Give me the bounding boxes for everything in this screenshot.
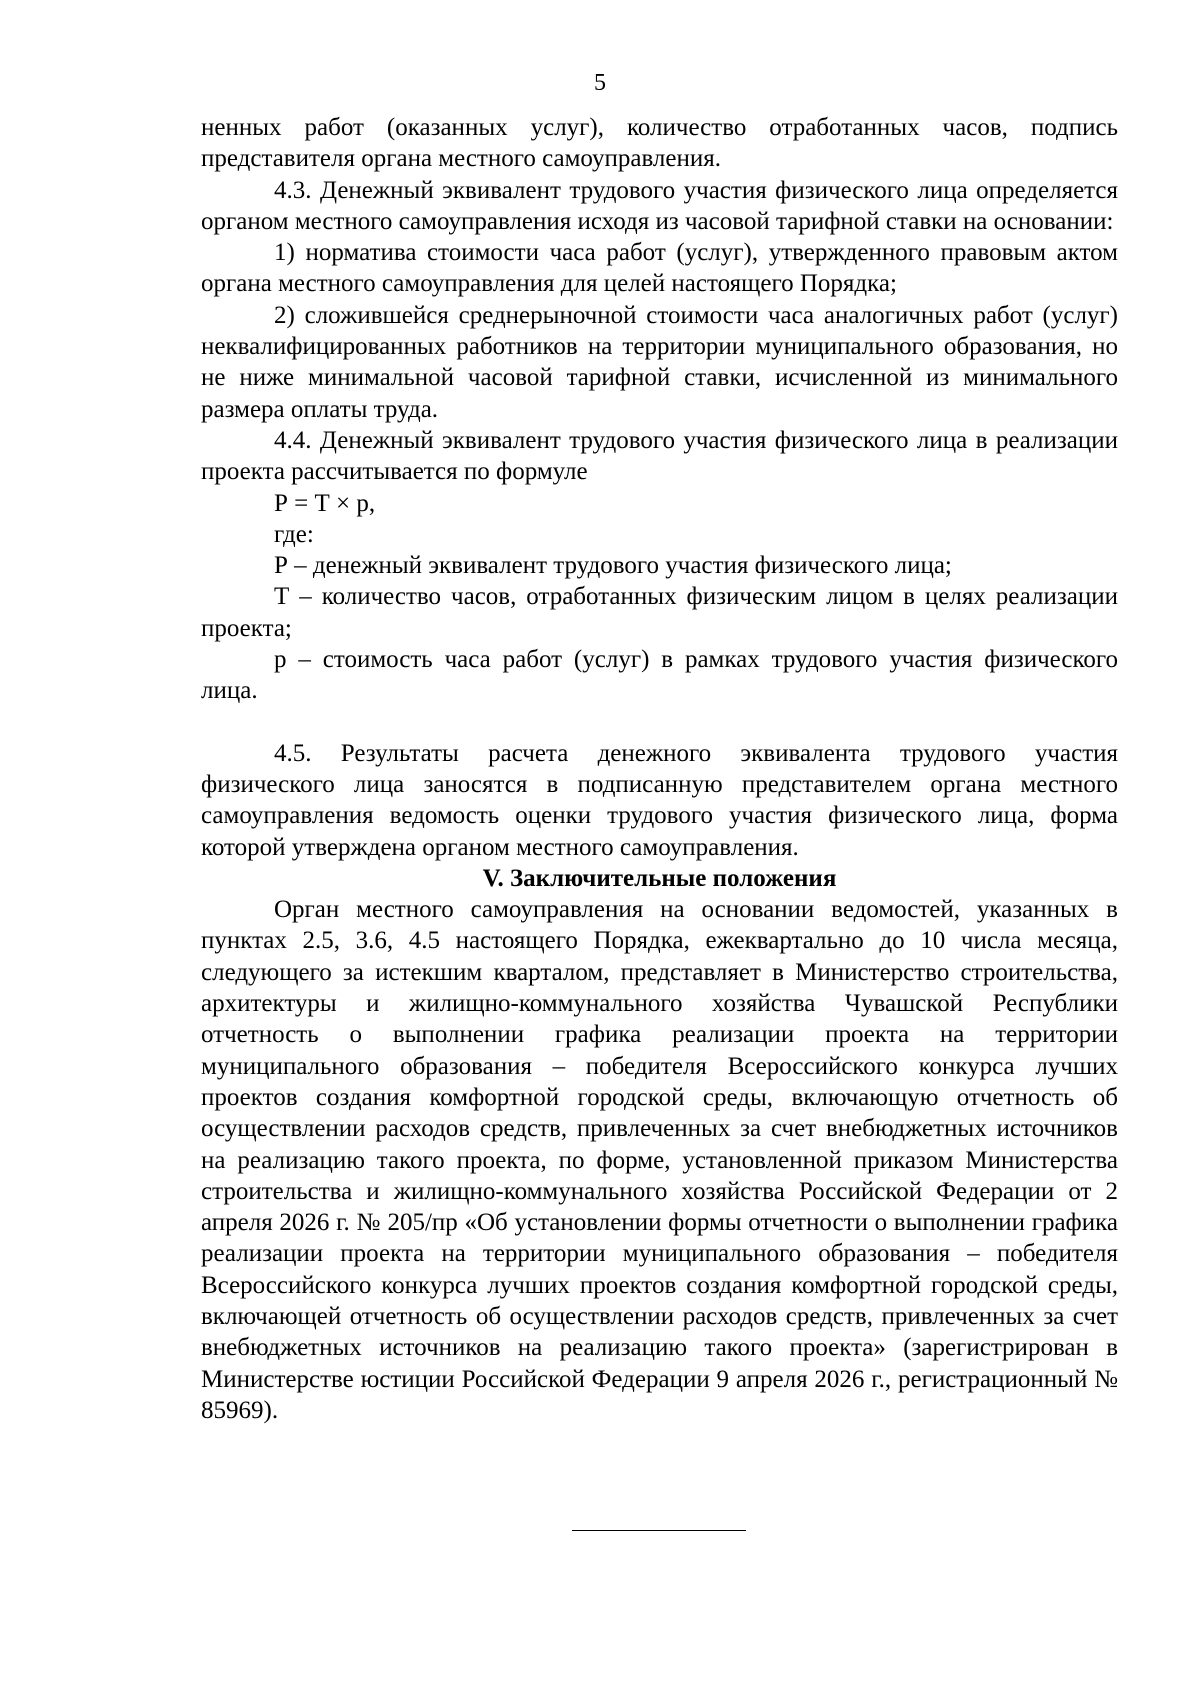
end-separator-line bbox=[572, 1530, 746, 1531]
list-item-2: 2) сложившейся среднерыночной стоимости часа аналогичных работ (услуг) неквалифицированных работников на территории муниципального образования, но не ниже минимальной часовой тарифной ставки, исчисленной из минимального размера оплаты труда. bbox=[201, 301, 1118, 423]
spacer bbox=[201, 707, 1118, 738]
document-body bbox=[201, 112, 1118, 1426]
paragraph-4-5: 4.5. Результаты расчета денежного эквивалента трудового участия физического лица заносятся в подписанную представителем органа местного самоуправления ведомость оценки трудового участия физического лица, форма которой утверждена органом местного самоуправления. bbox=[201, 739, 1118, 861]
list-item-1: 1) норматива стоимости часа работ (услуг), утвержденного правовым актом органа местного самоуправления для целей настоящего Порядка; bbox=[201, 239, 1118, 298]
paragraph-final-provisions: Орган местного самоуправления на основании ведомостей, указанных в пунктах 2.5, 3.6, 4.5 настоящего Порядка, ежеквартально до 10 числа месяца, следующего за истекшим кварталом, представляет в Министерство строительства, архитектуры и жилищно-коммунального хозяйства Чувашской Республики отчетность о выполнении графика реализации проекта на территории муниципального образования – победителя Всероссийского конкурса лучших проектов создания комфортной городской среды, включающую отчетность об осуществлении расходов средств, привлеченных за счет внебюджетных источников на реализацию такого проекта, по форме, установленной приказом Министерства строительства и жилищно-коммунального хозяйства Российской Федерации от 2 апреля 2026 г. № 205/пр «Об установлении формы отчетности о выполнении графика реализации проекта на территории муниципального образования – победителя Всероссийского конкурса лучших проектов создания комфортной городской среды, включающей отчетность об осуществлении расходов средств, привлеченных за счет внебюджетных источников на реализацию такого проекта» (зарегистрирован в Министерстве юстиции Российской Федерации 9 апреля 2026 г., регистрационный № 85969). bbox=[201, 896, 1118, 1424]
definition-p-upper: Р – денежный эквивалент трудового участия физического лица; bbox=[274, 552, 952, 580]
formula: Р = Т × р, bbox=[274, 489, 376, 517]
definition-p-lower: р – стоимость часа работ (услуг) в рамках трудового участия физического лица. bbox=[201, 646, 1118, 705]
paragraph-4-4: 4.4. Денежный эквивалент трудового участия физического лица в реализации проекта рассчитывается по формуле bbox=[201, 426, 1118, 486]
where-label: где: bbox=[274, 520, 314, 548]
paragraph-4-3: 4.3. Денежный эквивалент трудового участия физического лица определяется органом местного самоуправления исходя из часовой тарифной ставки на основании: bbox=[201, 176, 1118, 235]
section-heading: V. Заключительные положения bbox=[482, 864, 837, 892]
page-number: 5 bbox=[594, 70, 606, 96]
definition-t: Т – количество часов, отработанных физическим лицом в целях реализации проекта; bbox=[201, 583, 1118, 642]
paragraph-continuation: ненных работ (оказанных услуг), количество отработанных часов, подпись представителя органа местного самоуправления. bbox=[201, 114, 1118, 173]
